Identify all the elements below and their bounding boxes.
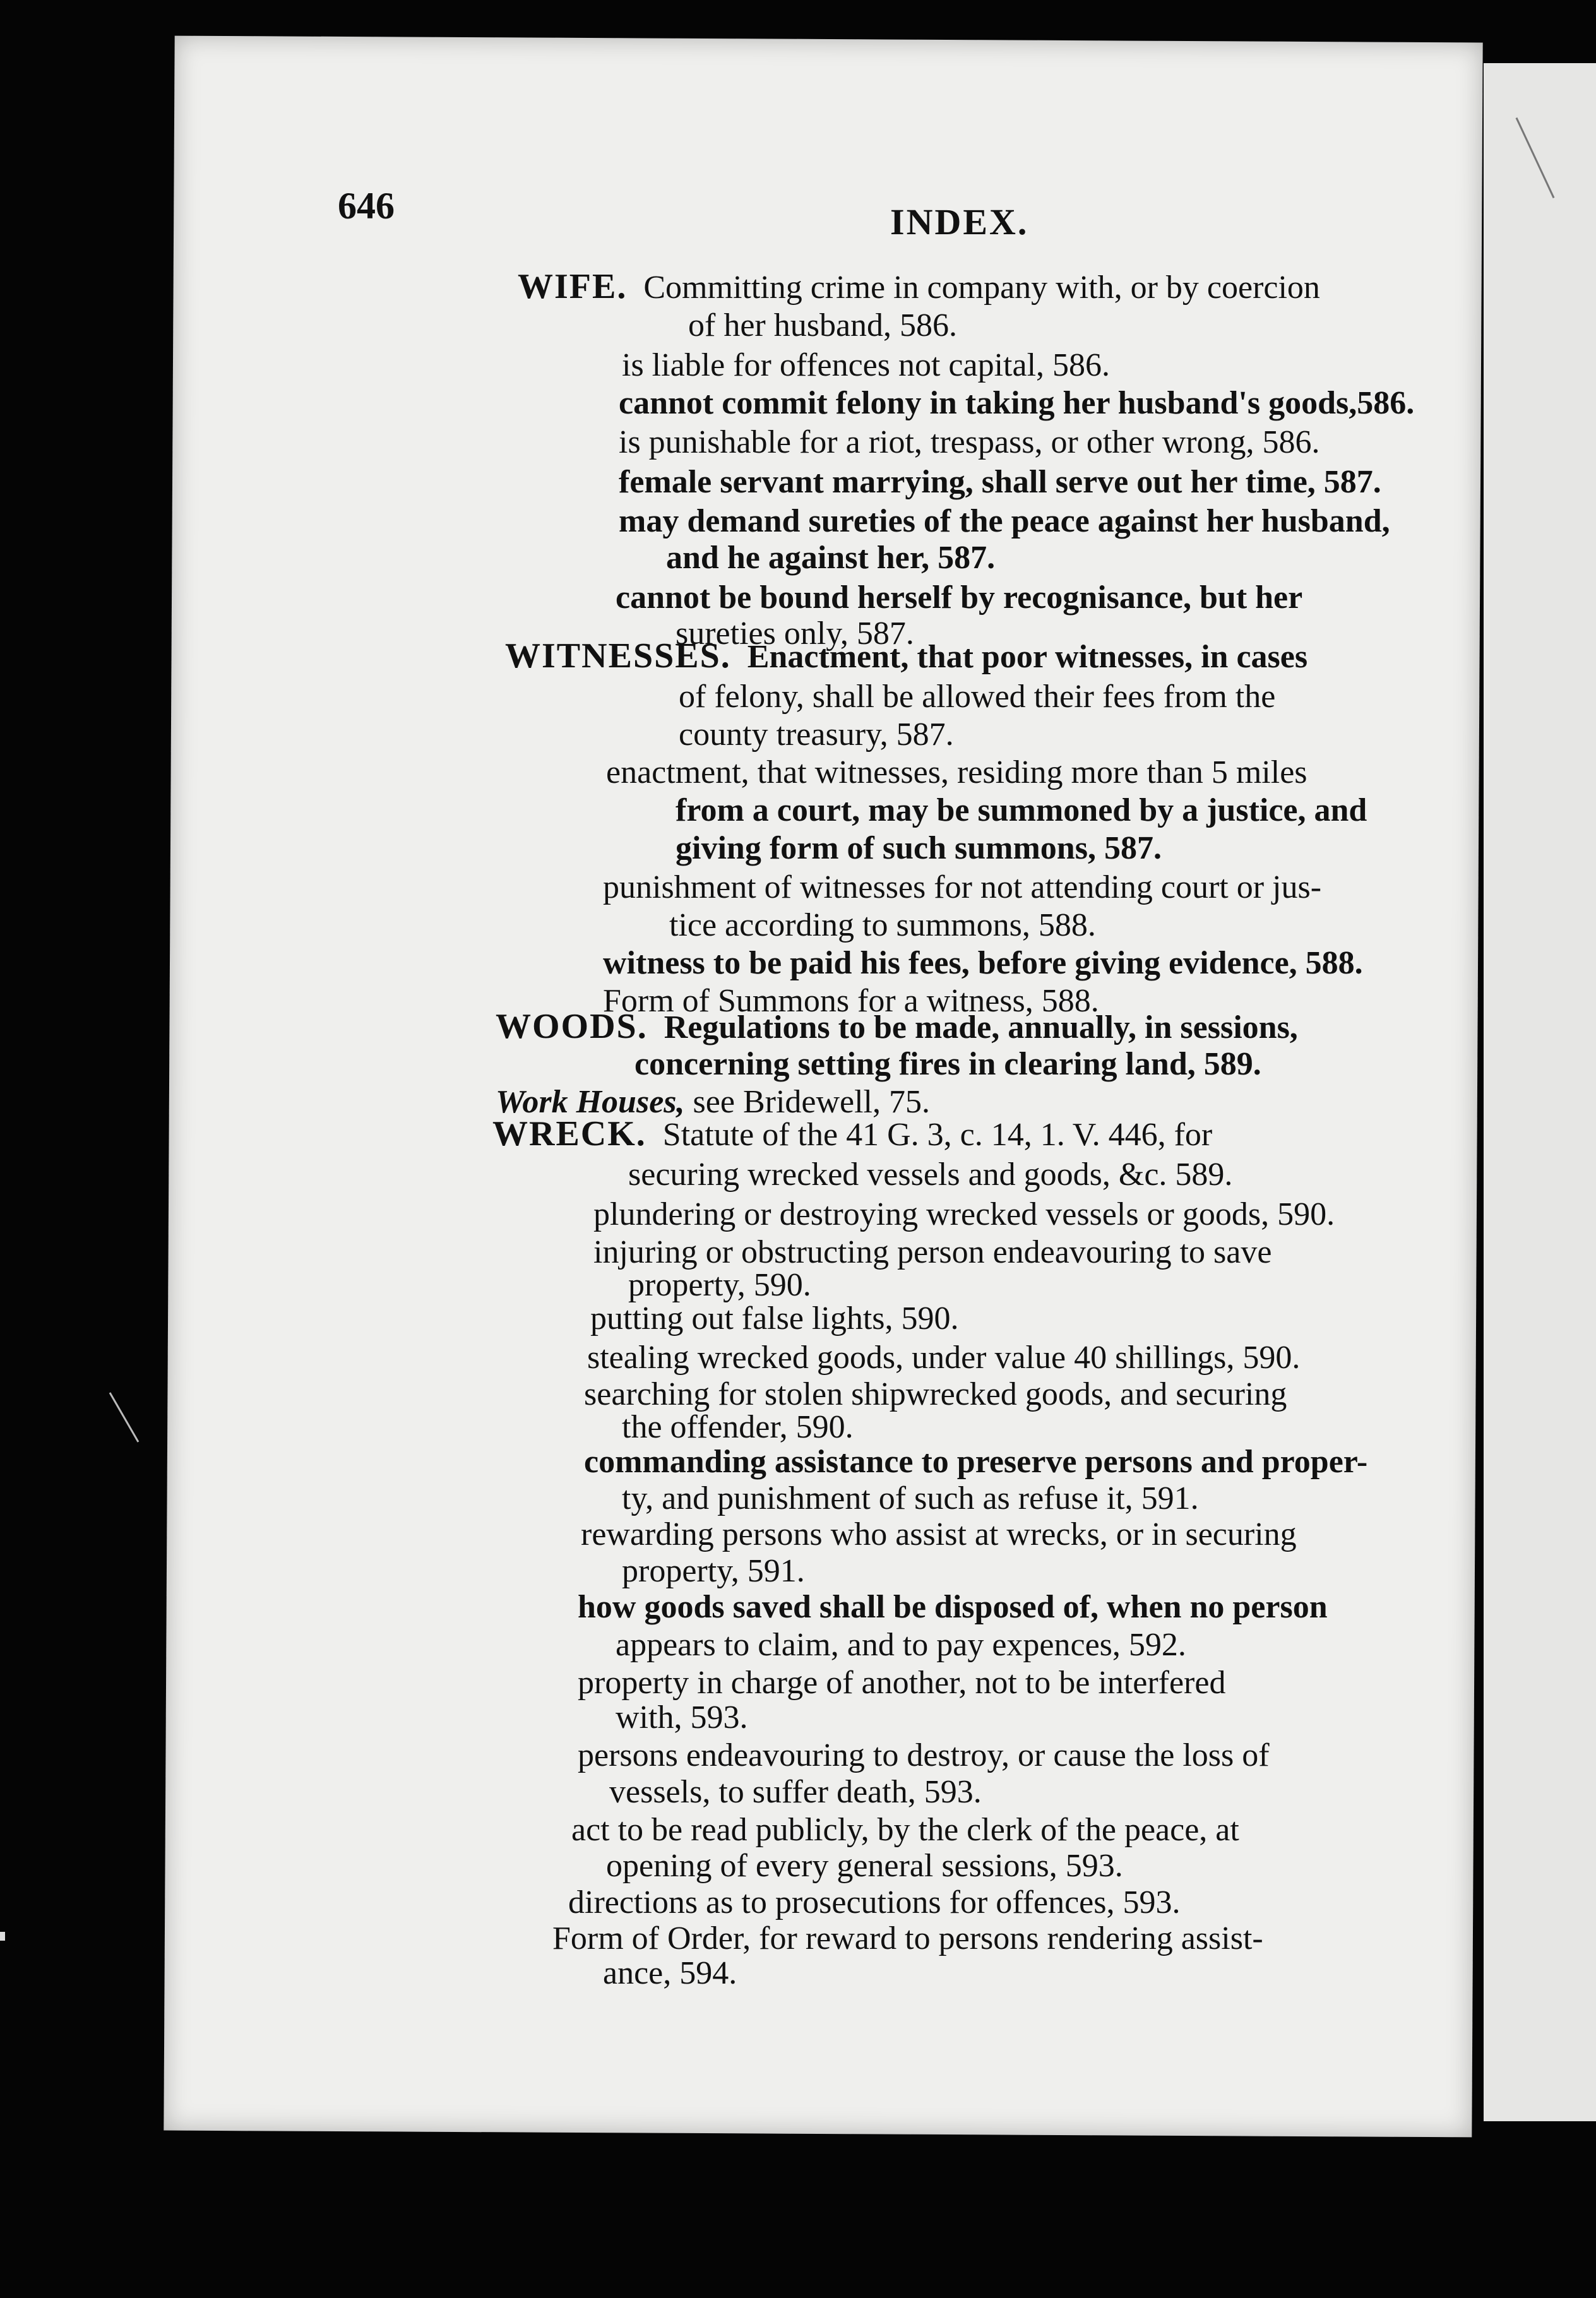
entry-text: property, 591. <box>622 1553 805 1589</box>
entry-text: cannot be bound herself by recognisance, but her <box>616 580 1303 616</box>
entry-text: opening of every general sessions, 593. <box>606 1848 1123 1884</box>
entry-text: vessels, to suffer death, 593. <box>609 1774 982 1810</box>
index-line <box>568 1884 1180 1921</box>
index-line <box>609 1774 982 1811</box>
index-line <box>622 1409 854 1446</box>
index-line <box>622 347 1110 384</box>
entry-text: injuring or obstructing person endeavouring to save <box>593 1234 1272 1270</box>
index-line <box>578 1665 1225 1701</box>
index-line <box>584 1376 1287 1413</box>
index-line <box>606 754 1307 791</box>
index-line <box>616 1627 1186 1664</box>
scan-artifact <box>109 1392 140 1442</box>
entry-text: from a court, may be summoned by a justice, and <box>676 792 1367 828</box>
entry-text: of her husband, 586. <box>688 307 958 343</box>
entry-text: putting out false lights, 590. <box>590 1301 959 1337</box>
entry-text: commanding assistance to preserve persons and proper- <box>584 1444 1368 1480</box>
index-line <box>571 1812 1239 1849</box>
index-line <box>552 1920 1263 1957</box>
entry-text: sureties only, 587. <box>676 616 914 652</box>
entry-text: concerning setting fires in clearing land, 589. <box>634 1046 1261 1082</box>
entry-text: may demand sureties of the peace against her husband, <box>619 503 1390 539</box>
index-line <box>492 1116 1212 1153</box>
entry-text: the offender, 590. <box>622 1409 854 1445</box>
entry-text: Form of Order, for reward to persons rendering assist- <box>552 1920 1263 1956</box>
index-line <box>669 907 1096 944</box>
index-line <box>628 1267 811 1304</box>
entry-text: how goods saved shall be disposed of, when no person <box>578 1589 1328 1625</box>
index-line <box>518 268 1320 306</box>
index-line <box>496 1008 1298 1046</box>
entry-text: property in charge of another, not to be interfered <box>578 1665 1226 1701</box>
index-line <box>505 638 1307 676</box>
index-line <box>616 1700 747 1736</box>
index-line <box>578 1737 1270 1774</box>
entry-text: county treasury, 587. <box>679 717 954 753</box>
index-line <box>581 1516 1297 1553</box>
entry-text: rewarding persons who assist at wrecks, or in securing <box>581 1516 1297 1552</box>
facing-page-edge <box>1484 63 1596 2121</box>
entry-text: act to be read publicly, by the clerk of the peace, at <box>571 1812 1239 1848</box>
entry-text: is liable for offences not capital, 586. <box>622 347 1111 383</box>
index-line <box>603 1955 737 1992</box>
index-line <box>616 580 1302 616</box>
scan-artifact <box>0 1932 5 1941</box>
index-line <box>587 1340 1300 1376</box>
entry-text: cannot commit felony in taking her husband's goods,586. <box>619 385 1415 421</box>
entry-heading: WRECK. <box>492 1114 646 1153</box>
entry-text: and he against her, 587. <box>666 540 996 576</box>
index-line <box>634 1046 1261 1083</box>
index-line <box>688 307 957 344</box>
entry-heading: Work Houses, <box>496 1084 685 1120</box>
index-line <box>603 945 1363 982</box>
entry-text: with, 593. <box>616 1700 748 1735</box>
index-line <box>622 1553 805 1590</box>
entry-text: securing wrecked vessels and goods, &c. 589. <box>628 1157 1233 1193</box>
index-line <box>676 792 1367 829</box>
page-number: 646 <box>338 185 395 227</box>
entry-text: punishment of witnesses for not attending court or jus- <box>603 869 1322 905</box>
running-head: INDEX. <box>890 201 1029 242</box>
entry-text: Enactment, that poor witnesses, in cases <box>747 639 1308 675</box>
index-line <box>593 1234 1271 1271</box>
index-line <box>679 717 954 753</box>
index-line <box>619 464 1381 501</box>
entry-text: ty, and punishment of such as refuse it, 591. <box>622 1480 1199 1516</box>
index-line <box>679 679 1275 715</box>
entry-text: giving form of such summons, 587. <box>676 830 1162 866</box>
entry-text: stealing wrecked goods, under value 40 shillings, 590. <box>587 1340 1301 1376</box>
index-line <box>603 869 1321 906</box>
index-line <box>593 1196 1335 1233</box>
index-line <box>619 503 1390 540</box>
entry-heading: WITNESSES. <box>505 636 731 676</box>
entry-text: plundering or destroying wrecked vessels or goods, 590. <box>593 1196 1335 1232</box>
entry-text: property, 590. <box>628 1267 811 1303</box>
entry-text: searching for stolen shipwrecked goods, and securing <box>584 1376 1287 1412</box>
index-line <box>578 1589 1328 1626</box>
index-line <box>619 385 1414 422</box>
entry-text: is punishable for a riot, trespass, or other wrong, 586. <box>619 424 1320 460</box>
index-line <box>619 424 1320 461</box>
entry-text: Form of Summons for a witness, 588. <box>603 983 1099 1019</box>
entry-text: persons endeavouring to destroy, or cause the loss of <box>578 1737 1270 1773</box>
index-line <box>628 1157 1232 1193</box>
entry-text: see Bridewell, 75. <box>693 1084 930 1120</box>
entry-text: appears to claim, and to pay expences, 592. <box>616 1627 1186 1663</box>
entry-text: Committing crime in company with, or by coercion <box>643 270 1320 306</box>
entry-heading: WIFE. <box>518 267 628 306</box>
entry-text: of felony, shall be allowed their fees from the <box>679 679 1276 715</box>
entry-text: witness to be paid his fees, before giving evidence, 588. <box>603 945 1363 981</box>
entry-text: Statute of the 41 G. 3, c. 14, 1. V. 446, for <box>662 1117 1213 1153</box>
index-line <box>622 1480 1199 1517</box>
index-line <box>590 1301 959 1337</box>
index-line <box>584 1444 1367 1480</box>
entry-text: Regulations to be made, annually, in sessions, <box>664 1009 1298 1045</box>
entry-text: directions as to prosecutions for offences, 593. <box>568 1884 1181 1920</box>
index-line <box>606 1848 1123 1884</box>
entry-heading: WOODS. <box>496 1007 648 1046</box>
entry-text: female servant marrying, shall serve out her time, 587. <box>619 464 1381 500</box>
entry-text: enactment, that witnesses, residing more than 5 miles <box>606 754 1307 790</box>
index-line <box>676 830 1162 867</box>
index-line <box>666 540 995 576</box>
entry-text: tice according to summons, 588. <box>669 907 1096 943</box>
entry-text: ance, 594. <box>603 1955 737 1991</box>
